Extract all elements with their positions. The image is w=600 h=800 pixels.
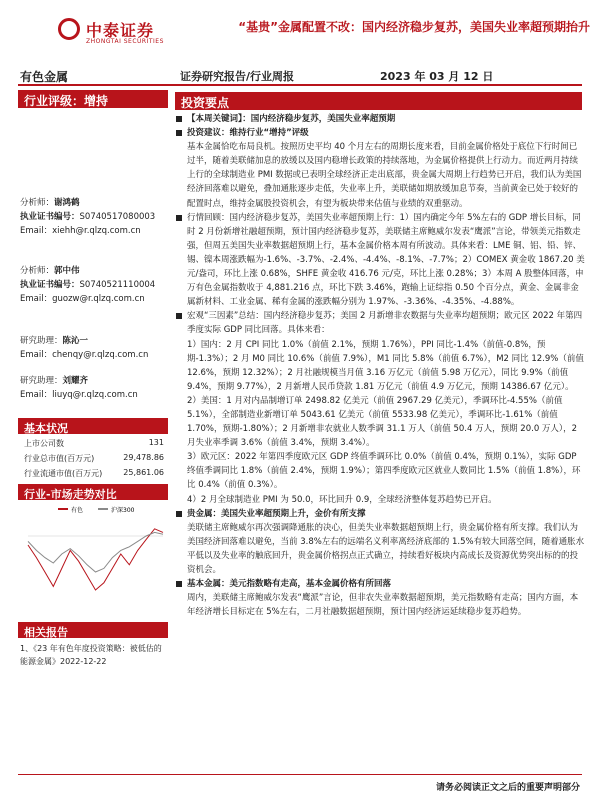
cert-label: 执业证书编号： (20, 280, 80, 290)
macro-us: 2）美国：1 月对内品制增订单 2498.82 亿美元（前值 2967.29 亿美元），季调环比-4.55%（前值 5.1%），全部制造业新增订单 5043.61 亿美元（前值 5533.98 亿美元），季调环比-1.61%（前值 1.70%，预期-1.80%）；2 月新增非农就业人数季调 31.1 万人（前值 50.4 万人，预期 20.0 万人），2 月失业率季调 3.6%（前值 3.4%，预期 3.4%）。 (187, 395, 578, 449)
legend-swatch-a (58, 508, 68, 510)
stock-row (24, 468, 164, 479)
macro-domestic: 1）国内：2 月 CPI 同比 1.0%（前值 2.1%，预期 1.76%），PPI 同比-1.4%（前值-0.8%，预期-1.3%）；2 月 M0 同比 10.6%（前值 7.9%），M1 同比 5.8%（前值 6.7%），M2 同比 12.9%（前值 12.6%，预期 12.32%）；2 月社融规模当月值 3.16 万亿元（前值 5.98 万亿元），同比 9.9%（前值 9.4%，预期 9.77%），2 月新增人民币贷款 1.81 万亿元（前值 4.9 万亿元，预期 14386.67 亿元）。 (187, 339, 584, 392)
cert-number: S0740521110004 (79, 280, 156, 290)
base-metals-text: 周内，美联储主席鲍威尔发表“鹰派”言论，但非农失业率数据超预期，美元指数略有走高；国内方面，本年经济增长目标定在 5%左右，二月社融数据超预期，预计国内经济运延续稳步复苏趋势。 (187, 593, 579, 618)
stock-key: 行业总市值(百万元) (24, 454, 95, 463)
keyword-line: 【本周关键词】：国内经济稳步复苏，美国失业率超预期 (175, 112, 585, 126)
rating-bar: 行业评级：增持 (18, 90, 168, 108)
chart-legend (58, 506, 135, 514)
main-content (175, 112, 585, 619)
document-title: “基贵”金属配置不改：国内经济稳步复苏，美国失业率超预期抬升 (238, 20, 590, 34)
base-metals-heading: 基本金属：美元指数略有走高，基本金属价格有所回落 (175, 577, 585, 591)
analyst-role: 研究助理： (20, 336, 63, 346)
analyst-block-2 (20, 264, 170, 306)
analyst-role: 研究助理： (20, 376, 63, 386)
paragraph: 基本金属恰吃布局良机。按照历史平均 40 个月左右的周期长度来看，目前金属价格处于底位下行时间已过半，随着美联储加息的放缓以及国内稳增长政策的持续落地，为金属价格提供上行动力。而近两月持续上行的全球制造业 PMI 数据或已表明全球经济正走出底部，贵金属大周期上行趋势已开启，我们认为美国经济回落难以避免，叠加通胀逐步走低，失业率上升，美联储如期放缓加息节奏，当前黄金已处于较好的配置时点，维持金属股投资机会，有望为板块带来估值与业绩的双重驱动。 (187, 142, 582, 209)
precious-metals-text: 美联储主席鲍威尔再次强调降通胀的决心，但美失业率数据超预期上行，贵金属价格有所支撑。我们认为美国经济回落难以避免，当前 3.8%左右的远端名义利率离经济底部的 1.5%有较大回落空间，随着通胀水平低以及失业率的触底回升，贵金属价格拐点正式确立，持续看好板块内高成长及资源优势突出标的的投资机会。 (187, 522, 585, 575)
precious-metals-heading: 贵金属：美国失业率超预期上升，金价有所支撑 (175, 507, 585, 521)
email-link[interactable]: xiehh@r.qlzq.com.cn (52, 226, 141, 236)
related-report-item[interactable]: 1、《23 年有色年度投资策略：被低估的能源金属》2022-12-22 (20, 644, 162, 666)
investment-advice: 投资建议：维持行业“增持”评级 (175, 126, 585, 140)
analyst-role: 分析师： (20, 266, 55, 276)
investment-highlights-bar: 投资要点 (175, 92, 582, 110)
footer-divider (18, 774, 582, 775)
analyst-role: 分析师： (20, 198, 55, 208)
footer-disclaimer: 请务必阅读正文之后的重要声明部分 (435, 783, 580, 793)
trend-chart (18, 504, 168, 616)
email-label: Email： (20, 390, 53, 400)
stock-key: 行业流通市值(百万元) (24, 469, 103, 478)
macro-euro: 3）欧元区：2022 年第四季度欧元区 GDP 终值季调环比 0.0%（前值 0.4%，预期 0.1%），实际 GDP 终值季调同比 1.8%（前值 2.4%，预期 1.9%）；第四季度欧元区就业人数同比 1.5%（前值 1.8%），环比 0.4%（前值 0.3%）。 (187, 452, 581, 491)
email-link[interactable]: liuyq@r.qlzq.com.cn (52, 390, 138, 400)
trend-bar: 行业-市场走势对比 (18, 484, 168, 500)
analyst-block-4 (20, 374, 170, 402)
email-label: Email： (20, 226, 53, 236)
analyst-block-1 (20, 196, 170, 238)
analyst-name: 陈沁一 (62, 336, 89, 346)
stock-value: 131 (148, 438, 164, 447)
cert-number: S0740517080003 (79, 212, 156, 222)
email-link[interactable]: chenqy@r.qlzq.com.cn (52, 350, 149, 360)
legend-label-b: 沪深300 (111, 507, 135, 514)
logo-icon (58, 18, 80, 40)
macro-summary: 宏观“三因素”总结：国内经济稳步复苏；美国 2 月新增非农数据与失业率均超预期；欧元区 2022 年第四季度实际 GDP 同比回落。具体来看： (175, 309, 585, 337)
logo-subtext: ZHONGTAI SECURITIES (86, 38, 164, 45)
series-line-1 (28, 532, 163, 572)
logo-text: 中泰证券 (86, 21, 155, 40)
cert-label: 执业证书编号： (20, 212, 80, 222)
email-label: Email： (20, 294, 53, 304)
header-divider (18, 84, 582, 86)
analyst-block-3 (20, 334, 170, 362)
legend-swatch-b (98, 508, 108, 510)
stock-table (24, 438, 164, 479)
analyst-name: 谢鸿鹤 (54, 198, 80, 208)
email-link[interactable]: guozw@r.qlzq.com.cn (52, 294, 145, 304)
email-label: Email： (20, 350, 53, 360)
stock-row (24, 453, 164, 464)
stock-value: 29,478.86 (123, 453, 164, 462)
report-type: 证券研究报告/行业周报 (180, 70, 295, 83)
stock-key: 上市公司数 (24, 439, 64, 448)
analyst-name: 郭中伟 (54, 266, 80, 276)
analyst-name: 刘耀齐 (62, 376, 89, 386)
related-reports-bar: 相关报告 (18, 622, 168, 638)
macro-pmi: 4）2 月全球制造业 PMI 为 50.0，环比回升 0.9，全球经济整体复苏趋势已开启。 (187, 494, 497, 505)
report-date: 2023 年 03 月 12 日 (380, 70, 494, 83)
stock-status-bar: 基本状况 (18, 418, 168, 434)
market-review: 行情回顾：国内经济稳步复苏，美国失业率超预期上行：1）国内确定今年 5%左右的 GDP 增长目标，同时 2 月份新增社融超预期，预计国内经济稳步复苏，美联储主席鲍威尔发表“鹰派”言论，带领美元指数走强，但周五美国失业率数据超预期上行，基本金属价格本周有所波动。具体来看：LME 铜、铝、铅、锌、锡、镍本周涨跌幅为-1.6%、-3.7%、-2.4%、-4.4%、-8.1%、-7.7%；2）COMEX 黄金收 1867.20 美元/盎司，环比上涨 0.68%，SHFE 黄金收 416.76 元/克，环比上涨 0.28%；3）本周 A 股整体回落，申万有色金属指数收于 4,881.216 点，环比下跌 3.46%，跑输上证综指 0.50 个百分点，黄金、金属非金属新材料、工业金属、稀有金属的涨跌幅分别为 1.97%、-3.36%、-4.35%、-4.88%。 (175, 211, 585, 310)
stock-row (24, 438, 164, 449)
stock-value: 25,861.06 (123, 468, 164, 477)
chart-plot (28, 529, 163, 590)
sector-label: 有色金属 (20, 70, 69, 84)
legend-label-a: 有色 (71, 507, 84, 514)
